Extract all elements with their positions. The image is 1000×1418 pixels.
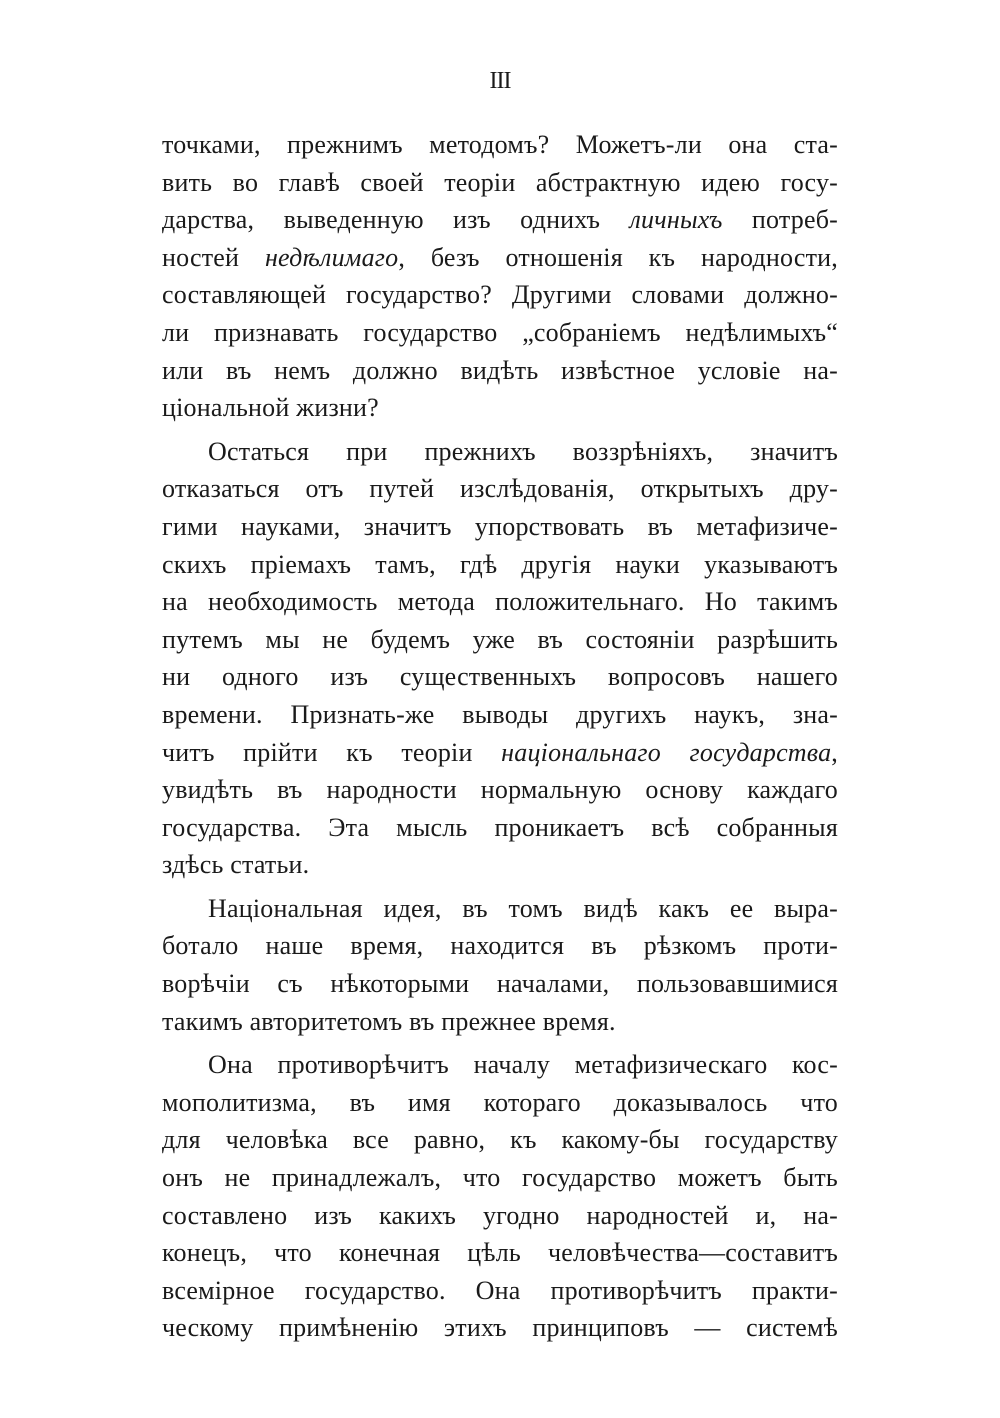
text-line: ностей недѣлимаго, безъ отношенія къ народности,: [162, 242, 838, 272]
text-line: ни одного изъ существенныхъ вопросовъ нашего: [162, 662, 838, 692]
text-line: всемірное государство. Она противорѣчитъ практи-: [162, 1275, 838, 1305]
text-line: Остаться при прежнихъ воззрѣніяхъ, значитъ: [208, 436, 838, 466]
text-line: такимъ авторитетомъ въ прежнее время.: [162, 1006, 616, 1036]
text-line: для человѣка все равно, къ какому-бы государству: [162, 1125, 838, 1155]
text-line: здѣсь статьи.: [162, 850, 310, 880]
text-line: на необходимость метода положительнаго. Но такимъ: [162, 587, 838, 617]
text-line: времени. Признать-же выводы другихъ наукъ, зна-: [162, 699, 838, 729]
text-line: отказаться отъ путей изслѣдованія, открытыхъ дру-: [162, 474, 838, 504]
text-line: онъ не принадлежалъ, что государство можетъ быть: [162, 1163, 838, 1193]
text-line: читъ прійти къ теоріи національнаго государства,: [162, 737, 838, 767]
italic-phrase: національнаго государства: [501, 737, 832, 767]
text-line: мополитизма, въ имя котораго доказывалось что: [162, 1087, 838, 1117]
text-line: Національная идея, въ томъ видѣ какъ ее выра-: [208, 893, 838, 923]
text-line: точками, прежнимъ методомъ? Можетъ-ли она ста-: [162, 130, 838, 159]
text-line: ворѣчіи съ нѣкоторыми началами, пользовавшимися: [162, 969, 838, 999]
italic-phrase: личныхъ: [629, 205, 723, 235]
italic-phrase: недѣлимаго: [264, 242, 399, 272]
text-line: ціональной жизни?: [162, 393, 379, 423]
text-line: Она противорѣчитъ началу метафизическаго кос-: [208, 1050, 838, 1080]
text-line: составлено изъ какихъ угодно народностей и, на-: [162, 1200, 838, 1230]
text-line: увидѣть въ народности нормальную основу каждаго: [162, 775, 838, 805]
body-text: [162, 126, 838, 1347]
text-line: дарства, выведенную изъ однихъ личныхъ потреб-: [162, 205, 838, 235]
paragraph-1: [162, 126, 838, 427]
text-line: конецъ, что конечная цѣль человѣчества—составитъ: [162, 1238, 838, 1268]
text-line: ли признавать государство „собраніемъ недѣлимыхъ“: [162, 317, 838, 347]
text-line: путемъ мы не будемъ уже въ состояніи разрѣшить: [162, 624, 838, 654]
paragraph-2: [162, 433, 838, 884]
text-line: вить во главѣ своей теоріи абстрактную идею госу-: [162, 167, 838, 197]
paragraph-3: [162, 890, 838, 1040]
paragraph-4: [162, 1046, 838, 1347]
text-line: ческому примѣненію этихъ принциповъ — системѣ: [162, 1313, 838, 1343]
text-line: составляющей государство? Другими словами должно-: [162, 280, 838, 310]
text-line: государства. Эта мысль проникаетъ всѣ собранныя: [162, 812, 838, 842]
text-line: ботало наше время, находится въ рѣзкомъ проти-: [162, 931, 838, 961]
text-line: скихъ пріемахъ тамъ, гдѣ другія науки указываютъ: [162, 549, 838, 579]
page-number: III: [489, 68, 511, 94]
text-line: гими науками, значитъ упорствовать въ метафизиче-: [162, 511, 838, 541]
text-line: или въ немъ должно видѣть извѣстное условіе на-: [162, 355, 838, 385]
